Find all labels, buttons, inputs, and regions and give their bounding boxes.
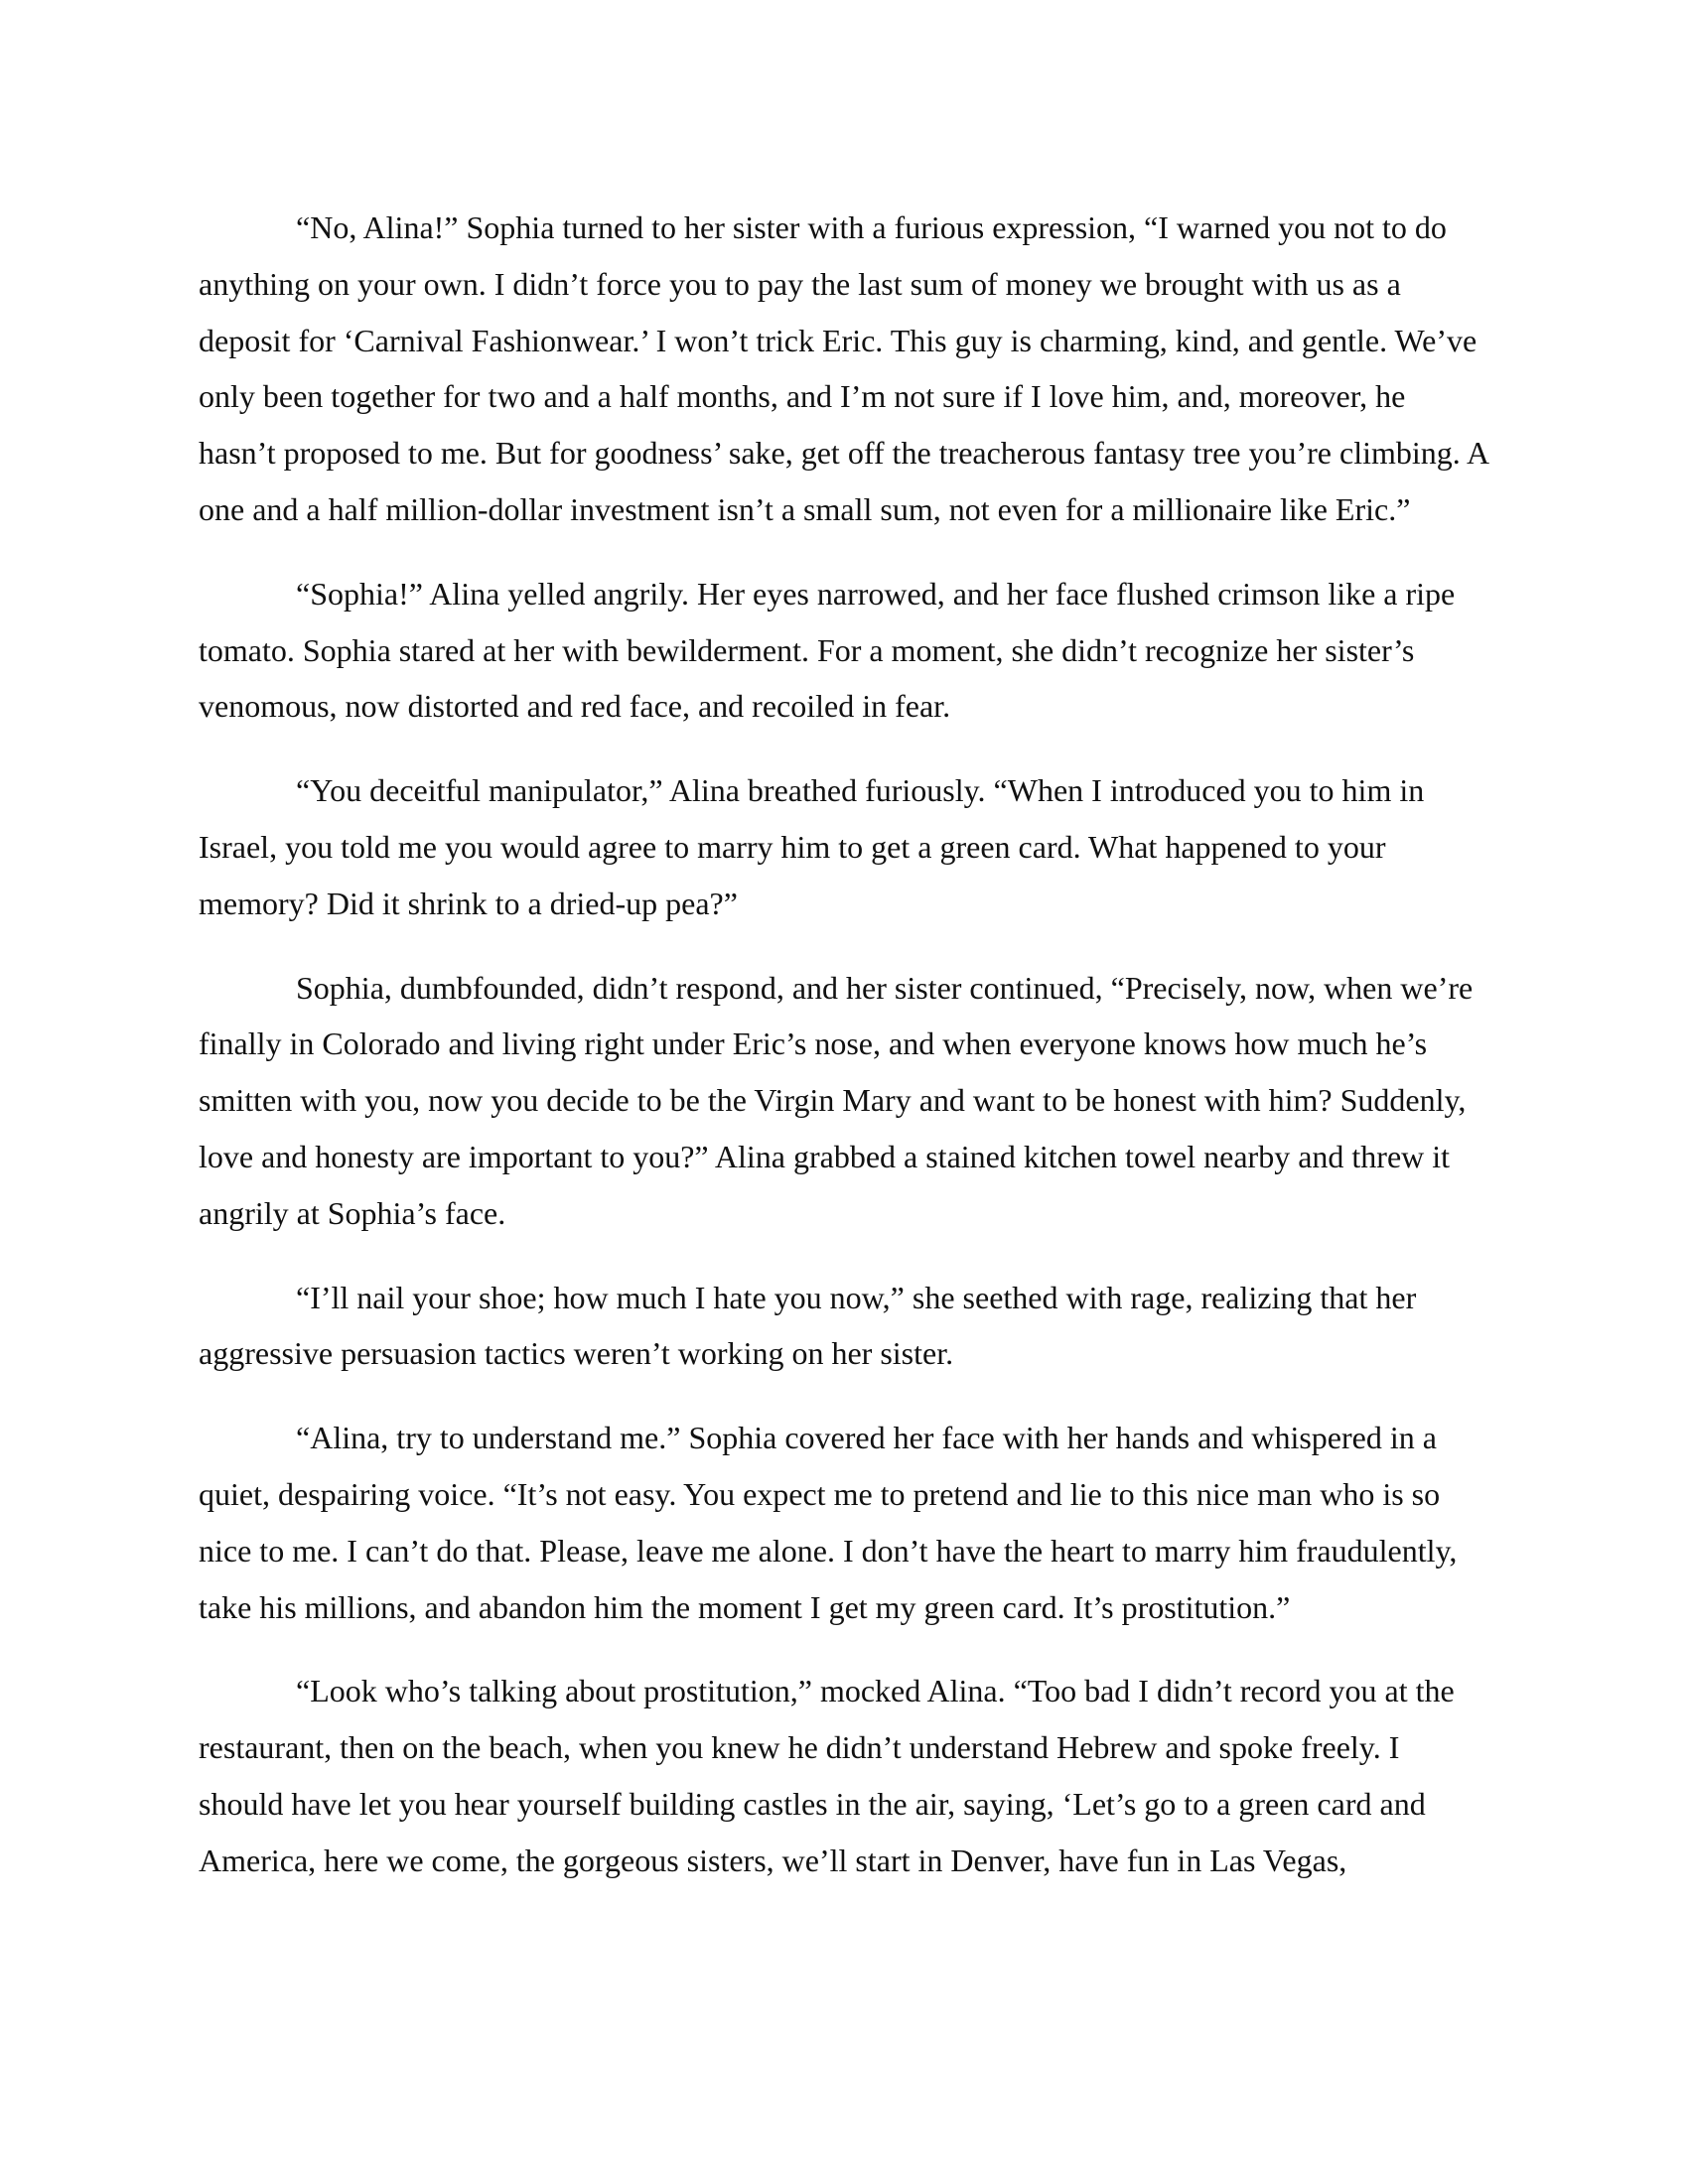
paragraph-7: “Look who’s talking about prostitution,” mocked Alina. “Too bad I didn’t record you at the restaurant, then on the beach, when you knew he didn’t understand Hebrew and spoke freely. I should have let you hear yourself building castles in the air, saying, ‘Let’s go to a green card and America, here we come, the gorgeous sisters, we’ll start in Denver, have fun in Las Vegas, [199,1673,1455,1878]
paragraph-5: “I’ll nail your shoe; how much I hate you now,” she seethed with rage, realizing that her aggressive persuasion tactics weren’t working on her sister. [199,1279,1417,1372]
document-page [199,200,1489,1917]
paragraph-2: “Sophia!” Alina yelled angrily. Her eyes narrowed, and her face flushed crimson like a ripe tomato. Sophia stared at her with bewilderment. For a moment, she didn’t recognize her sister’s venomous, now distorted and red face, and recoiled in fear. [199,575,1456,725]
paragraph-3: “You deceitful manipulator,” Alina breathed furiously. “When I introduced you to him in Israel, you told me you would agree to marry him to get a green card. What happened to your memory? Did it shrink to a dried-up pea?” [199,772,1425,921]
paragraph-4: Sophia, dumbfounded, didn’t respond, and her sister continued, “Precisely, now, when we’re finally in Colorado and living right under Eric’s nose, and when everyone knows how much he’s smitten with you, now you decide to be the Virgin Mary and want to be honest with him? Suddenly, love and honesty are important to you?” Alina grabbed a stained kitchen towel nearby and threw it angrily at Sophia’s face. [199,969,1474,1231]
paragraph-1: “No, Alina!” Sophia turned to her sister with a furious expression, “I warned you not to do anything on your own. I didn’t force you to pay the last sum of money we brought with us as a deposit for ‘Carnival Fashionwear.’ I won’t trick Eric. This guy is charming, kind, and gentle. We’ve only been together for two and a half months, and I’m not sure if I love him, and, moreover, he hasn’t proposed to me. But for goodness’ sake, get off the treacherous fantasy tree you’re climbing. A one and a half million-dollar investment isn’t a small sum, not even for a millionaire like Eric.” [199,209,1488,527]
paragraph-6: “Alina, try to understand me.” Sophia covered her face with her hands and whispered in a quiet, despairing voice. “It’s not easy. You expect me to pretend and lie to this nice man who is so nice to me. I can’t do that. Please, leave me alone. I don’t have the heart to marry him fraudulently, take his millions, and abandon him the moment I get my green card. It’s prostitution.” [199,1420,1458,1625]
